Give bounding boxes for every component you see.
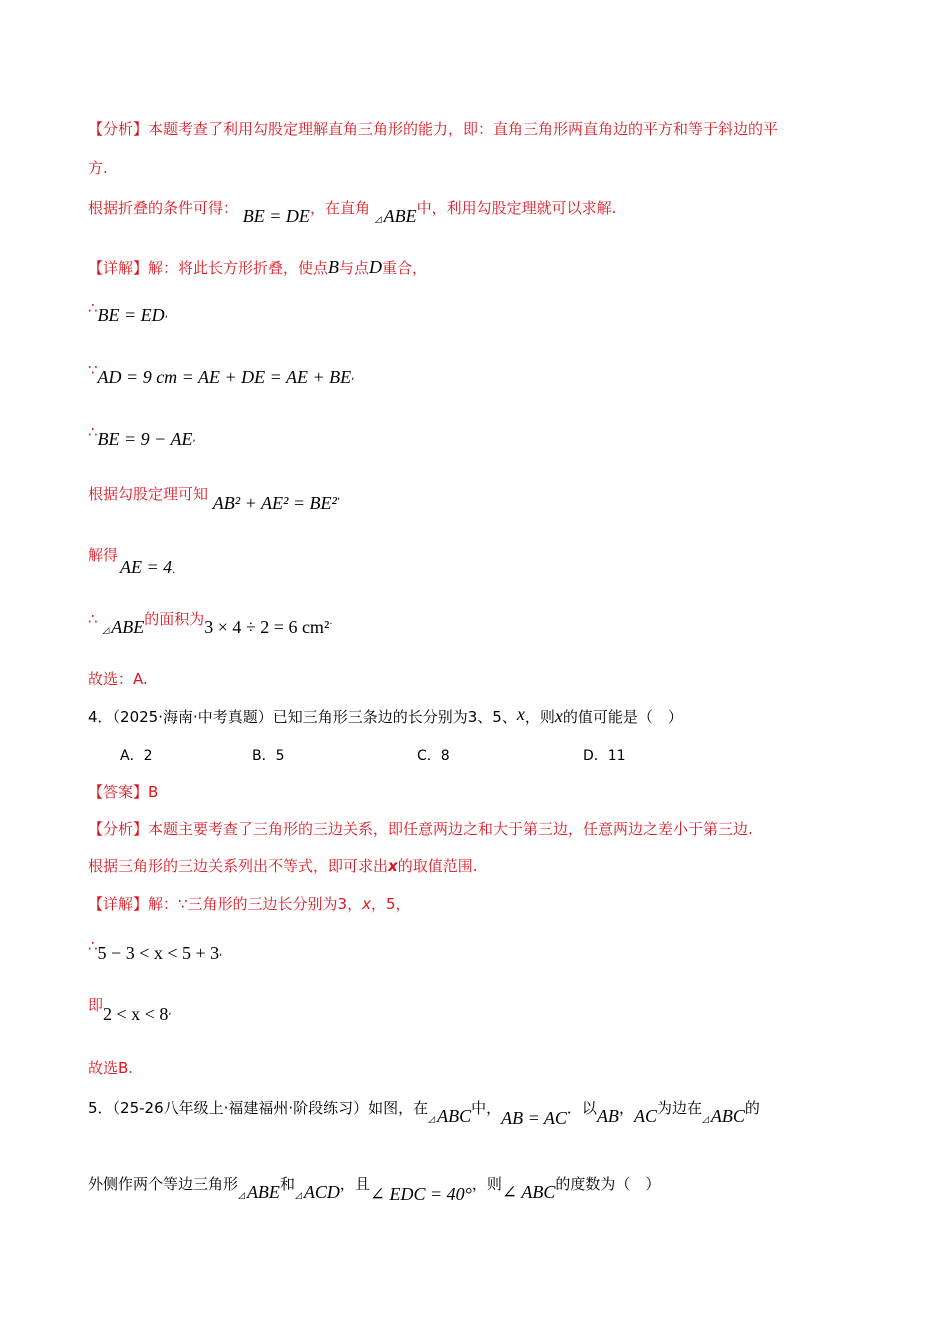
q5-tri-abe: ABE	[246, 1182, 280, 1202]
q3-area-line: ∴ $_◿$ ABE的面积为3 × 4 ÷ 2 = 6 cm².	[88, 610, 333, 637]
q5-stem-prefix: 5．（25-26八年级上·福建福州·阶段练习）如图，在	[88, 1099, 429, 1117]
q3-solve-line	[88, 544, 118, 566]
q5-stem-line2	[88, 1172, 661, 1204]
q5-stem-line1	[88, 1096, 760, 1128]
solve-equation: AE = 4	[120, 557, 173, 577]
area-triangle: ABE	[111, 617, 145, 637]
fold-prefix: 根据折叠的条件可得：	[88, 199, 239, 217]
q3-detail-line	[88, 256, 427, 279]
q5-he: 和	[279, 1175, 295, 1193]
fold-suffix: 中，利用勾股定理就可以求解.	[416, 199, 617, 217]
q4-analysis-b: 的取值范围.	[397, 857, 478, 875]
therefore-icon: ∴	[88, 423, 98, 441]
q4-detail-x: x	[362, 895, 371, 913]
q5-weibian: 为边在	[656, 1099, 702, 1117]
q3-fold-line	[88, 196, 617, 226]
q5-ze: ，则	[471, 1175, 502, 1193]
q4-detail-b: ，5，	[370, 895, 411, 913]
q5-line2-suffix: 的度数为（ ）	[555, 1175, 661, 1193]
q5-ab-eq-ac: AB = AC	[501, 1108, 567, 1128]
eq2: AD = 9 cm = AE + DE = AE + BE	[97, 367, 352, 387]
q4-ineq1-line: ∴5 − 3 < x < 5 + 3,	[88, 937, 223, 963]
q4-option-a: A．2	[120, 748, 153, 764]
q3-eq3-line: ∴BE = 9 − AE,	[88, 423, 196, 449]
q4-stem-prefix: 4．（2025·海南·中考真题）已知三角形三条边的长分别为3、5、	[88, 708, 517, 726]
fold-mid: ，在直角	[309, 199, 370, 217]
point-d: D	[369, 257, 383, 277]
q4-ineq2-line: 即2 < x < 8,	[88, 996, 172, 1024]
q5-angle-abc: ∠ ABC	[501, 1182, 556, 1202]
area-label: 的面积为	[144, 610, 205, 628]
q4-inequality2: 2 < x < 8	[103, 1004, 169, 1024]
eq1: BE = ED	[97, 305, 165, 325]
q5-zhong: 中，	[471, 1099, 502, 1117]
q5-tri-abc2: ABC	[710, 1106, 745, 1126]
q5-ab: AB	[596, 1106, 619, 1126]
point-b: B	[328, 257, 340, 277]
area-equation: 3 × 4 ÷ 2 = 6 cm²	[204, 617, 330, 637]
q3-eq2-line: ∵AD = 9 cm = AE + DE = AE + BE,	[88, 361, 355, 387]
triangle-icon: ◿	[294, 1191, 302, 1201]
q4-option-b: B．5	[252, 748, 285, 764]
detail-end: 重合，	[382, 259, 428, 277]
therefore-icon: ∴	[88, 610, 98, 628]
q3-choice: 故选：A.	[88, 670, 148, 688]
fold-triangle: ABE	[383, 206, 417, 226]
q5-tri-abc: ABC	[437, 1106, 472, 1126]
q5-tri-acd: ACD	[303, 1182, 340, 1202]
solve-label: 解得	[88, 546, 119, 564]
q4-stem-suffix: 的值可能是（ ）	[562, 708, 683, 726]
triangle-icon: ◿	[238, 1191, 245, 1201]
q4-detail-a: 【详解】解：∵三角形的三边长分别为3，	[88, 895, 363, 913]
therefore-icon: ∴	[88, 937, 98, 955]
eq3: BE = 9 − AE	[97, 429, 193, 449]
because-icon: ∵	[88, 361, 98, 379]
q4-analysis-line2	[88, 855, 477, 877]
triangle-icon: ◿	[374, 215, 382, 225]
q3-analysis-line2: 方.	[88, 159, 108, 177]
q4-detail	[88, 893, 411, 915]
pythagoras-label: 根据勾股定理可知	[88, 485, 209, 503]
q5-comma: ，	[618, 1099, 634, 1117]
q4-option-d: D．11	[583, 748, 626, 764]
q5-line2-prefix: 外侧作两个等边三角形	[88, 1175, 239, 1193]
q3-pythagoras-line: 根据勾股定理可知 AB² + AE² = BE²,	[88, 485, 341, 513]
q3-analysis-line1: 【分析】本题考查了利用勾股定理解直角三角形的能力，即：直角三角形两直角边的平方和等于斜边的平	[88, 120, 779, 138]
q4-var-x2: x	[554, 706, 563, 726]
q5-angle-edc: ∠ EDC = 40°	[369, 1184, 472, 1204]
q4-ji: 即	[88, 996, 104, 1014]
q4-inequality1: 5 − 3 < x < 5 + 3	[97, 943, 220, 963]
q3-solve-eq-line: AE = 4.	[120, 557, 176, 577]
q4-stem	[88, 705, 683, 728]
q5-yi: ．以	[566, 1099, 597, 1117]
detail-mid: 与点	[339, 259, 370, 277]
q4-var-x: x	[516, 704, 525, 724]
q4-analysis-a: 根据三角形的三边关系列出不等式，即可求出	[88, 857, 389, 875]
detail-text: 【详解】解：将此长方形折叠，使点	[88, 259, 329, 277]
q5-ac: AC	[633, 1106, 657, 1126]
q4-analysis-x: x	[388, 857, 398, 875]
q5-de: 的	[744, 1099, 760, 1117]
q5-qie: ，且	[339, 1175, 370, 1193]
triangle-icon: ◿	[102, 626, 110, 636]
q4-answer: 【答案】B	[88, 783, 159, 801]
q3-eq1-line: ∴BE = ED,	[88, 299, 168, 325]
q4-option-c: C．8	[417, 748, 450, 764]
triangle-icon: ◿	[701, 1115, 709, 1125]
therefore-icon: ∴	[88, 299, 98, 317]
q4-stem-mid: ，则	[524, 708, 555, 726]
q4-choice: 故选B.	[88, 1059, 134, 1077]
q4-analysis-line1: 【分析】本题主要考查了三角形的三边关系，即任意两边之和大于第三边，任意两边之差小于第三边.	[88, 820, 753, 838]
triangle-icon: ◿	[428, 1115, 436, 1125]
pythagoras-equation: AB² + AE² = BE²	[212, 493, 337, 513]
fold-equation: BE = DE	[242, 206, 310, 226]
